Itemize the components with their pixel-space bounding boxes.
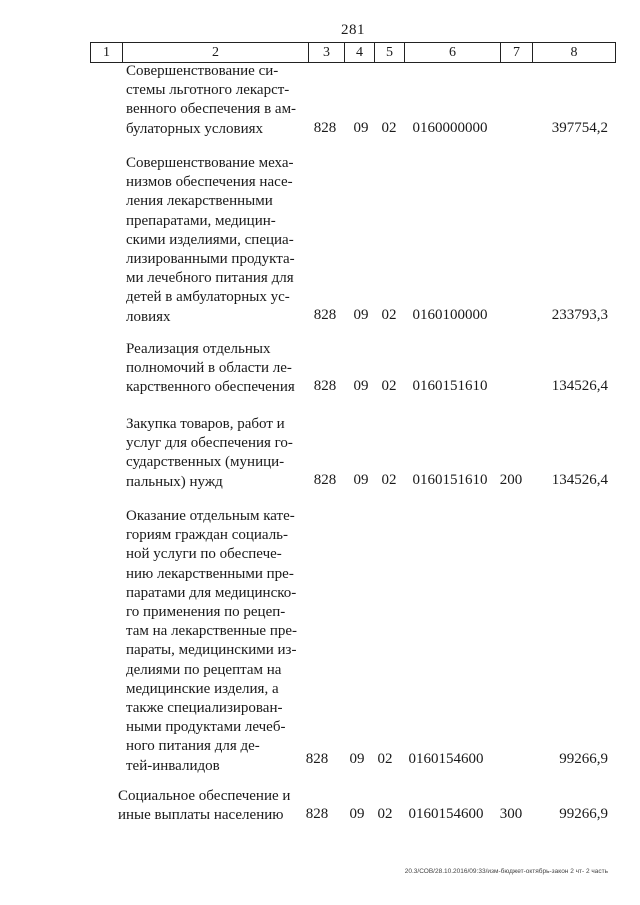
row-name: Совершенствование си- стемы льготного лекарст- венного обеспечения в ам- булаторных условиях bbox=[126, 63, 297, 137]
column-header-5: 5 bbox=[375, 43, 405, 63]
row-col6: 0160151610 bbox=[412, 378, 488, 394]
row-name: Реализация отдельных полномочий в области ле- карственного обеспечения bbox=[126, 341, 295, 396]
row-col4: 09 bbox=[349, 806, 365, 822]
row-col6: 0160100000 bbox=[412, 307, 488, 323]
row-col6: 0160154600 bbox=[408, 751, 484, 767]
row-name: Социальное обеспечение и иные выплаты населению bbox=[118, 788, 291, 824]
row-col6: 0160154600 bbox=[408, 806, 484, 822]
row-col7: 300 bbox=[499, 806, 523, 822]
row-name: Закупка товаров, работ и услуг для обеспечения го- сударственных (муници- пальных) нужд bbox=[126, 416, 293, 490]
column-header-6: 6 bbox=[405, 43, 501, 63]
row-col5: 02 bbox=[377, 751, 393, 767]
row-col6: 0160000000 bbox=[412, 120, 488, 136]
column-header-1: 1 bbox=[91, 43, 123, 63]
row-col8: 134526,4 bbox=[551, 472, 608, 488]
row-col4: 09 bbox=[353, 378, 369, 394]
row-col8: 99266,9 bbox=[559, 751, 608, 767]
row-col8: 397754,2 bbox=[551, 120, 608, 136]
row-col5: 02 bbox=[381, 120, 397, 136]
row-col6: 0160151610 bbox=[412, 472, 488, 488]
column-header-2: 2 bbox=[123, 43, 309, 63]
row-col5: 02 bbox=[381, 307, 397, 323]
document-footer: 20.3/СОВ/28.10.2016/09:33/изм-бюджет-октябрь-закон 2 чт- 2 часть bbox=[404, 868, 608, 875]
row-col3: 828 bbox=[313, 307, 337, 323]
row-col3: 828 bbox=[305, 806, 329, 822]
column-header-7: 7 bbox=[501, 43, 533, 63]
row-name: Совершенствование меха- низмов обеспечения насе- ления лекарственными препаратами, медицин- скими изделиями, специа- лизированными продукта- ми лечебного питания для детей в амбулаторных ус- ловиях bbox=[126, 155, 295, 325]
row-col5: 02 bbox=[381, 378, 397, 394]
row-col7: 200 bbox=[499, 472, 523, 488]
row-col5: 02 bbox=[381, 472, 397, 488]
row-col3: 828 bbox=[305, 751, 329, 767]
row-col4: 09 bbox=[349, 751, 365, 767]
column-header-row bbox=[91, 43, 616, 63]
row-col8: 99266,9 bbox=[559, 806, 608, 822]
row-col3: 828 bbox=[313, 472, 337, 488]
row-col5: 02 bbox=[377, 806, 393, 822]
row-col4: 09 bbox=[353, 120, 369, 136]
column-header-8: 8 bbox=[533, 43, 616, 63]
row-col4: 09 bbox=[353, 472, 369, 488]
page-number: 281 bbox=[341, 22, 365, 38]
row-col3: 828 bbox=[313, 120, 337, 136]
row-name: Оказание отдельным кате- гориям граждан социаль- ной услуги по обеспече- нию лекарственными пре- паратами для медицинско- го применения по рецеп- там на лекарственные пре- параты, медицинскими из- делиями по рецептам на медицинские изделия, а также специализирован- ными продуктами лечеб- ного питания для де- тей-инвалидов bbox=[126, 508, 298, 774]
row-col8: 233793,3 bbox=[551, 307, 608, 323]
column-header-4: 4 bbox=[345, 43, 375, 63]
column-header-3: 3 bbox=[309, 43, 345, 63]
row-col3: 828 bbox=[313, 378, 337, 394]
row-col4: 09 bbox=[353, 307, 369, 323]
row-col8: 134526,4 bbox=[551, 378, 608, 394]
column-header-table bbox=[90, 42, 616, 63]
